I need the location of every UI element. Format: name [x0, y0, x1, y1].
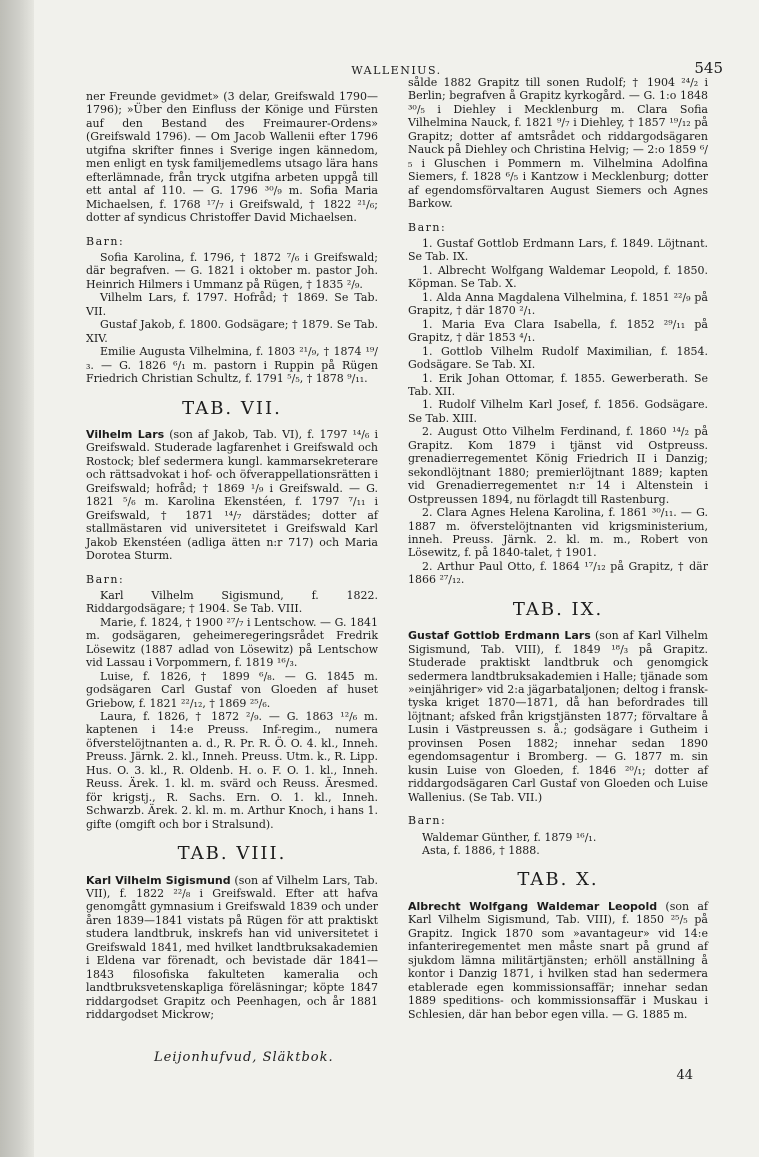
child-entry: 1. Rudolf Vilhelm Karl Josef, f. 1856. Godsägare. Se Tab. XIII.	[408, 398, 708, 425]
child-entry: 1. Albrecht Wolfgang Waldemar Leopold, f. 1850. Köpman. Se Tab. X.	[408, 263, 708, 291]
paragraph: ner Freunde gevidmet» (3 delar, Greifswald 1790—1796); »Über den Einfluss der Könige und Fürsten auf den Bestand des Freimaurer-Ordens» (Greifswald 1796). — Om Jacob Wallenii efter 1796 utgifna skrifter finnes i Sverige ingen kännedom, men enligt en tysk familjemedlems utsago lära hans efterlämnade, från tryck utgifna arbeten uppgå till ett antal af 110. — G. 1796 ³⁰/₉ m. Sofia Maria Michaelsen, f. 1768 ¹⁷/₇ i Greifswald, † 1822 ²¹/₆; dotter af syndicus Christoffer David Michaelsen.	[86, 90, 378, 225]
children-label: Barn:	[408, 220, 447, 234]
child-entry: 2. Arthur Paul Otto, f. 1864 ¹⁷/₁₂ på Grapitz, † där 1866 ²⁷/₁₂.	[408, 559, 708, 587]
table-heading: TAB. X.	[517, 869, 599, 891]
child-entry: Marie, f. 1824, † 1900 ²⁷/₇ i Lentschow. — G. 1841 m. godsägaren, geheimeregeringsrådet Fredrik Lösewitz (1887 adlad von Lösewitz) på Lentschow vid Lassau i Vorpommern, f. 1819 ¹⁶/₃.	[86, 615, 378, 670]
child-entry: 2. August Otto Vilhelm Ferdinand, f. 1860 ¹⁴/₂ på Grapitz. Kom 1879 i tjänst vid Ostpreuss. grenadierregementet König Friedrich II i Danzig; sekondlöjtnant 1880; premierlöjtnant 1889; kapten vid Grenadierregementet n:r 14 i Altenstein i Ostpreussen 1894, nu förlagdt till Rastenburg.	[408, 425, 708, 506]
child-entry: Gustaf Jakob, f. 1800. Godsägare; † 1879. Se Tab. XIV.	[86, 318, 378, 345]
child-entry: Luise, f. 1826, † 1899 ⁶/₈. — G. 1845 m. godsägaren Carl Gustaf von Gloeden af huset Griebow, f. 1821 ²²/₁₂, † 1869 ²⁵/₆.	[86, 669, 378, 710]
child-entry: Laura, f. 1826, † 1872 ²/₉. — G. 1863 ¹²/₆ m. kaptenen i 14:e Preuss. Inf-regim., numera öfverstelöjtnanten a. d., R. Pr. R. Ö. O. 4. kl., Inneh. Preuss. Järnk. 2. kl., Inneh. Preuss. Utm. k., R. Lipp. Hus. O. 3. kl., R. Oldenb. H. o. F. O. 1. kl., Inneh. Reuss. Ärek. 1. kl. m. svärd och Reuss. Äresmed. för krigstj., R. Sachs. Ern. O. 1. kl., Inneh. Schwarzb. Ärek. 2. kl. m. m. Arthur Knoch, i hans 1. gifte (omgift och bor i Stralsund).	[86, 710, 378, 831]
biography-text: (son af Karl Vilhelm Sigismund, Tab. VIII), f. 1850 ²⁵/₅ på Grapitz. Ingick 1870 som »avantageur» vid 14:e infanteriregementet men måste snart på grund af sjukdom lämna militärtjänsten; erhöll anställning å kontor i Danzig 1871, i hvilken stad han sedermera etablerade egen kommissionsaffär; innehar sedan 1889 speditions- och kommissionsaffär i Muskau i Schlesien, där han bebor egen villa. — G. 1885 m.	[408, 899, 708, 1021]
biography-paragraph	[86, 428, 378, 563]
biography-paragraph	[86, 874, 378, 1022]
child-entry: 1. Gustaf Gottlob Erdmann Lars, f. 1849. Löjtnant. Se Tab. IX.	[408, 236, 708, 264]
child-entry: 1. Maria Eva Clara Isabella, f. 1852 ²⁹/₁₁ på Grapitz, † där 1853 ⁴/₁.	[408, 317, 708, 345]
left-column	[86, 90, 378, 1022]
child-entry: 2. Clara Agnes Helena Karolina, f. 1861 ³⁰/₁₁. — G. 1887 m. öfverstelöjtnanten vid krigsministerium, inneh. Preuss. Järnk. 2. kl. m. m., Robert von Lösewitz, f. på 1840-talet, † 1901.	[408, 506, 708, 560]
child-entry: Waldemar Günther, f. 1879 ¹⁶/₁.	[422, 830, 597, 844]
biography-text: (son af Karl Vilhelm Sigismund, Tab. VIII), f. 1849 ¹⁸/₃ på Grapitz. Studerade praktiskt landtbruk och genomgick sedermera landtbruksakademien i Halle; tjänade som »einjähriger» vid 2:a jägarbataljonen; deltog i fransk-tyska kriget 1870—1871, då han befordrades till löjtnant; afsked från krigstjänsten 1877; förvaltare å Lusin i Västpreussen s. å.; godsägare i Gutheim i provinsen Posen 1882; innehar sedan 1890 egendomsagentur i Bromberg. — G. 1877 m. sin kusin Luise von Gloeden, f. 1846 ²⁰/₁; dotter af riddargodsägaren Carl Gustaf von Gloeden och Luise Wallenius. (Se Tab. VII.)	[408, 629, 708, 804]
child-entry: Sofia Karolina, f. 1796, † 1872 ⁷/₆ i Greifswald; där begrafven. — G. 1821 i oktober m. pastor Joh. Heinrich Hilmers i Ummanz på Rügen, † 1835 ²/₉.	[86, 250, 378, 291]
person-name: Vilhelm Lars	[86, 427, 165, 441]
table-heading: TAB. VII.	[182, 397, 282, 419]
child-entry: Asta, f. 1886, † 1888.	[422, 844, 540, 858]
footer-sheet-number: 44	[676, 1068, 693, 1083]
running-title: WALLENIUS.	[351, 64, 442, 77]
child-entry: Karl Vilhelm Sigismund, f. 1822. Riddargodsägare; † 1904. Se Tab. VIII.	[86, 588, 378, 616]
child-entry: Vilhelm Lars, f. 1797. Hofråd; † 1869. Se Tab. VII.	[86, 291, 378, 318]
book-page	[34, 0, 759, 1157]
page-number: 545	[694, 59, 723, 77]
child-entry: Emilie Augusta Vilhelmina, f. 1803 ²¹/₉, † 1874 ¹⁹/₃. — G. 1826 ⁶/₁ m. pastorn i Ruppin på Rügen Friedrich Christian Schultz, f. 1791 ⁵/₅, † 1878 ⁹/₁₁.	[86, 345, 378, 386]
right-column	[408, 76, 708, 1021]
table-heading: TAB. VIII.	[177, 843, 287, 865]
child-entry: 1. Erik Johan Ottomar, f. 1855. Gewerberath. Se Tab. XII.	[408, 371, 708, 398]
person-name: Albrecht Wolfgang Waldemar Leopold	[408, 899, 658, 913]
children-label: Barn:	[86, 234, 125, 248]
footer-signature: Leijonhufvud, Släktbok.	[154, 1050, 334, 1065]
person-name: Gustaf Gottlob Erdmann Lars	[408, 629, 591, 643]
person-name: Karl Vilhelm Sigismund	[86, 873, 231, 887]
children-label: Barn:	[86, 572, 125, 586]
table-heading: TAB. IX.	[512, 598, 604, 620]
binding-gutter	[0, 0, 34, 1157]
biography-paragraph	[408, 900, 708, 1021]
biography-text: (son af Jakob, Tab. VI), f. 1797 ¹⁴/₆ i Greifswald. Studerade lagfarenhet i Greifswald och Rostock; blef sedermera kungl. kammarsekreterare och rättsadvokat i hof- och öfverappellationsrätten i Greifswald; hofråd; † 1869 ¹/₉ i Greifswald. — G. 1821 ⁵/₆ m. Karolina Ekenstéen, f. 1797 ⁷/₁₁ i Greifswald, † 1871 ¹⁴/₇ därstädes; dotter af stallmästaren vid universitetet i Greifswald Karl Jakob Ekenstéen (adliga ätten n:r 717) och Maria Dorotea Sturm.	[86, 427, 378, 563]
child-entry: 1. Alda Anna Magdalena Vilhelmina, f. 1851 ²²/₉ på Grapitz, † där 1870 ²/₁.	[408, 290, 708, 318]
biography-paragraph	[408, 629, 708, 804]
child-entry: 1. Gottlob Vilhelm Rudolf Maximilian, f. 1854. Godsägare. Se Tab. XI.	[408, 344, 708, 372]
children-label: Barn:	[408, 814, 447, 828]
paragraph: sålde 1882 Grapitz till sonen Rudolf; † 1904 ²⁴/₂ i Berlin; begrafven å Grapitz kyrkogård. — G. 1:o 1848 ³⁰/₅ i Diehley i Mecklenburg m. Clara Sofia Vilhelmina Nauck, f. 1821 ⁹/₇ i Diehley, † 1857 ¹⁹/₁₂ på Grapitz; dotter af amtsrådet och riddargodsägaren Nauck på Diehley och Christina Helvig; — 2:o 1859 ⁶/₅ i Gluschen i Pommern m. Vilhelmina Adolfina Siemers, f. 1828 ⁶/₅ i Kantzow i Mecklenburg; dotter af egendomsförvaltaren August Siemers och Agnes Barkow.	[408, 76, 708, 211]
biography-text: (son af Vilhelm Lars, Tab. VII), f. 1822 ²²/₈ i Greifswald. Efter att hafva genomgått gymnasium i Greifswald 1839 och under åren 1839—1841 vistats på Rügen för att praktiskt studera landtbruk, inskrefs han vid universitetet i Greifswald 1841, med hvilket landtbruksakademien i Eldena var förenadt, och bevistade där 1841—1843 filosofiska fakulteten kameralia och landtbruksvetenskapliga föreläsningar; köpte 1847 riddargodset Grapitz och Peenhagen, och år 1881 riddargodset Mickrow;	[86, 873, 378, 1022]
